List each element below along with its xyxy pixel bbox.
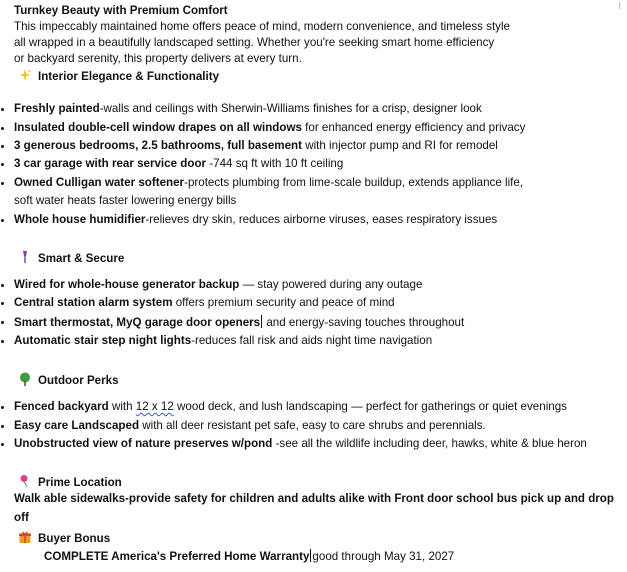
bullet-icon xyxy=(1,108,4,111)
bullet-icon xyxy=(1,425,4,428)
item-text: -reduces fall risk and aids night time navigation xyxy=(191,334,433,347)
interior-heading-text: Interior Elegance & Functionality xyxy=(38,70,220,83)
item-text: -relieves dry skin, reduces airborne viruses, eases respiratory issues xyxy=(145,213,498,226)
location-heading xyxy=(18,474,122,490)
list-item xyxy=(14,419,486,433)
item-bold: Fenced backyard xyxy=(14,400,109,413)
bullet-icon xyxy=(1,321,4,324)
bonus-bold: COMPLETE America's Preferred Home Warranty xyxy=(44,550,310,563)
bullet-icon xyxy=(1,302,4,305)
item-bold: Whole house humidifier xyxy=(14,213,146,226)
intro-desc-3: or backyard serenity, this property delivers at every turn. xyxy=(14,52,302,65)
item-text: with all deer resistant pet safe, easy to care shrubs and perennials. xyxy=(139,419,486,432)
smart-heading-text: Smart & Secure xyxy=(38,252,125,265)
list-item xyxy=(14,437,587,451)
item-bold: 3 generous bedrooms, 2.5 bathrooms, full basement xyxy=(14,139,302,152)
item-text: soft water heats faster lowering energy bills xyxy=(14,194,237,207)
list-item xyxy=(14,176,523,190)
sparkles-icon xyxy=(18,68,32,82)
list-item xyxy=(14,213,497,227)
text-cursor xyxy=(261,315,262,328)
intro-title: Turnkey Beauty with Premium Comfort xyxy=(14,4,228,17)
location-line-2: off xyxy=(14,511,29,524)
item-bold: 3 car garage with rear service door xyxy=(14,157,207,170)
bonus-heading-text: Buyer Bonus xyxy=(38,532,111,545)
gift-icon xyxy=(18,530,32,544)
list-item xyxy=(14,278,422,292)
item-bold: Owned Culligan water softener xyxy=(14,176,185,189)
location-line-1: Walk able sidewalks-provide safety for children and adults alike with Front door school bus pick up and drop xyxy=(14,492,614,505)
list-item-continuation xyxy=(14,194,236,208)
item-bold: Freshly painted xyxy=(14,102,100,115)
bullet-icon xyxy=(1,406,4,409)
item-bold: Smart thermostat, MyQ garage door openers xyxy=(14,316,261,329)
item-text: and energy-saving touches throughout xyxy=(263,316,465,329)
list-item xyxy=(14,315,464,330)
list-item xyxy=(14,400,567,414)
pin-icon xyxy=(18,474,32,488)
page-edge-mark xyxy=(619,2,625,9)
intro-desc-2: all wrapped in a beautifully landscaped setting. Whether you're seeking smart home efficiency xyxy=(14,36,495,49)
item-text: — stay powered during any outage xyxy=(239,278,423,291)
item-text: -744 sq ft with 10 ft ceiling xyxy=(206,157,344,170)
interior-heading xyxy=(18,68,219,84)
bullet-icon xyxy=(1,219,4,222)
list-item xyxy=(14,296,395,310)
torch-icon xyxy=(18,250,32,264)
list-item xyxy=(14,139,498,153)
outdoor-heading xyxy=(18,372,119,388)
bonus-text: good through May 31, 2027 xyxy=(312,550,455,563)
list-item xyxy=(14,102,482,116)
list-item xyxy=(14,121,525,135)
bullet-icon xyxy=(1,127,4,130)
intro-desc-1: This impeccably maintained home offers peace of mind, modern convenience, and timeless style xyxy=(14,20,510,33)
bullet-icon xyxy=(1,284,4,287)
bonus-heading xyxy=(18,530,110,546)
bullet-icon xyxy=(1,163,4,166)
item-text: -see all the wildlife including deer, hawks, white & blue heron xyxy=(272,437,587,450)
item-text: wood deck, and lush landscaping — perfect for gatherings or quiet evenings xyxy=(173,400,567,413)
item-text: -protects plumbing from lime-scale buildup, extends appliance life, xyxy=(184,176,524,189)
item-text: for enhanced energy efficiency and privacy xyxy=(301,121,526,134)
item-text: -walls and ceilings with Sherwin-Williams finishes for a crisp, designer look xyxy=(99,102,482,115)
item-bold: Easy care Landscaped xyxy=(14,419,140,432)
smart-heading xyxy=(18,250,124,266)
item-text: with injector pump and RI for remodel xyxy=(301,139,498,152)
item-bold: Central station alarm system xyxy=(14,296,173,309)
item-bold: Wired for whole-house generator backup xyxy=(14,278,240,291)
bullet-icon xyxy=(1,182,4,185)
item-text: offers premium security and peace of mind xyxy=(172,296,395,309)
item-bold: Unobstructed view of nature preserves w/pond xyxy=(14,437,273,450)
outdoor-heading-text: Outdoor Perks xyxy=(38,374,119,387)
list-item xyxy=(14,157,343,171)
bullet-icon xyxy=(1,340,4,343)
bullet-icon xyxy=(1,145,4,148)
bonus-line xyxy=(44,549,454,564)
item-text: with xyxy=(108,400,136,413)
item-bold: Automatic stair step night lights xyxy=(14,334,192,347)
list-item xyxy=(14,334,432,348)
bullet-icon xyxy=(1,443,4,446)
item-bold: Insulated double-cell window drapes on all windows xyxy=(14,121,302,134)
location-heading-text: Prime Location xyxy=(38,476,122,489)
tree-icon xyxy=(18,372,32,386)
spellcheck-text: 12 x 12 xyxy=(135,400,174,413)
